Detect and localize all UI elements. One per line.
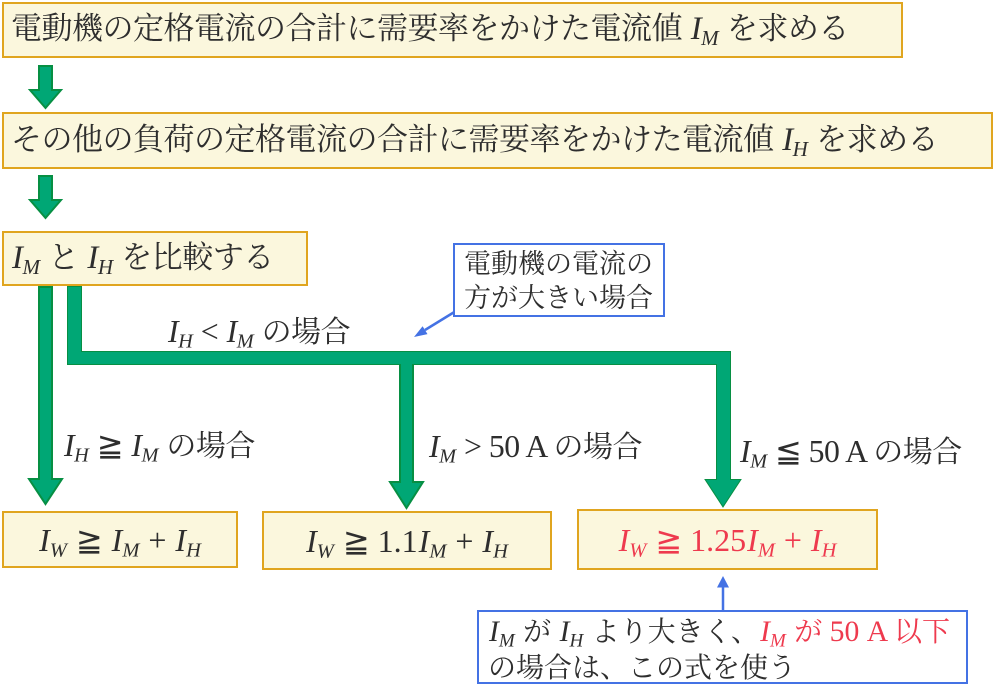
branch-label-im-le-50-text: $I_M$ ≦ 50 A の場合	[740, 434, 962, 473]
callout-motor-larger-line2: 方が大きい場合	[464, 283, 653, 313]
branch-connector-middle	[390, 356, 423, 508]
step-box-compare-text: $I_M$ と $I_H$ を比較する	[12, 239, 274, 279]
down-arrow-icon	[30, 176, 61, 218]
result-box-factor-1-25-text: $I_W$ ≧ $1.25I_M + I_H$	[618, 521, 837, 562]
branch-label-ih-ge-im-text: $I_H$ ≧ $I_M$ の場合	[64, 428, 255, 467]
step-box-compare	[2, 231, 308, 286]
callout-pointer-arrowhead-icon	[414, 326, 428, 337]
result-box-factor-1-1-text: $I_W$ ≧ $1.1I_M + I_H$	[306, 522, 508, 563]
callout-pointer-line	[425, 311, 456, 330]
callout-use-this-formula-line2: の場合は、この式を使う	[488, 652, 797, 683]
step-box-motor-current	[2, 2, 903, 58]
down-arrow-icon	[30, 66, 61, 108]
result-box-factor-1-25	[577, 509, 878, 570]
callout-motor-larger-line1: 電動機の電流の	[464, 249, 653, 279]
result-box-factor-1-1	[262, 511, 552, 570]
callout-motor-larger	[453, 243, 665, 317]
result-box-sum	[2, 511, 238, 568]
callout-use-this-formula-line1-black: $I_M$ が $I_H$ より大きく、	[489, 616, 760, 652]
branch-label-ih-lt-im	[167, 307, 350, 351]
branch-label-ih-ge-im	[63, 421, 255, 465]
callout-use-this-formula	[477, 610, 968, 684]
callout-use-this-formula-line1-red: $I_M$ が 50 A 以下	[760, 616, 950, 652]
branch-label-im-gt-50-text: $I_M > 50$ A の場合	[429, 429, 643, 468]
branch-connector-left	[29, 287, 62, 504]
step-box-motor-current-text: 電動機の定格電流の合計に需要率をかけた電流値 $I_M$ を求める	[11, 11, 849, 50]
callout-pointer-arrowhead-icon	[717, 576, 729, 588]
branch-label-im-le-50	[739, 427, 962, 471]
callout-use-this-formula-line1	[488, 614, 958, 650]
branch-label-im-gt-50	[428, 422, 642, 466]
result-box-sum-text: $I_W$ ≧ $I_M + I_H$	[39, 521, 201, 562]
step-box-other-load-current-text: その他の負荷の定格電流の合計に需要率をかけた電流値 $I_H$ を求める	[11, 121, 939, 161]
branch-label-ih-lt-im-text: $I_H < I_M$ の場合	[168, 314, 351, 353]
step-box-other-load-current	[2, 112, 993, 169]
